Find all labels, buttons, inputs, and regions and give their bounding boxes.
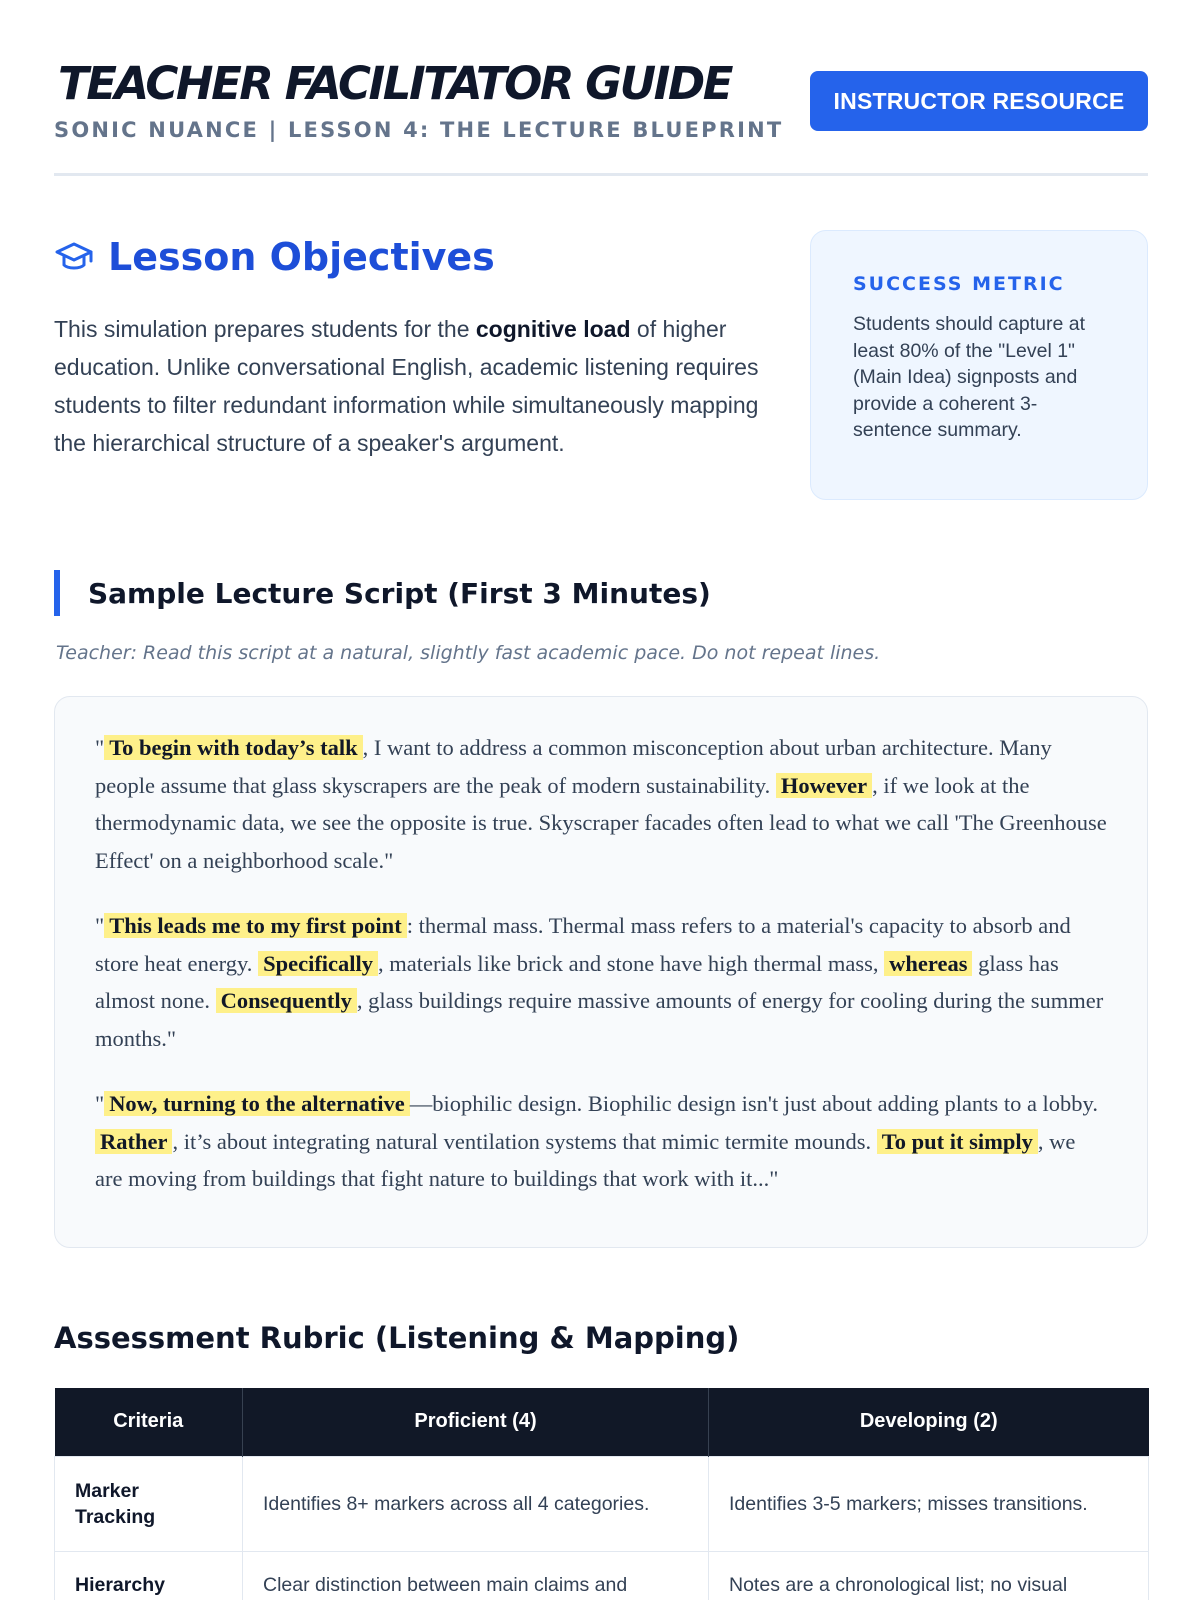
script-text: " [95, 913, 105, 938]
teacher-note: Teacher: Read this script at a natural, slightly fast academic pace. Do not repeat lines. [56, 642, 881, 664]
rubric-header-proficient: Proficient (4) [243, 1388, 709, 1456]
script-paragraph [95, 907, 1107, 1057]
signpost-highlight: However [776, 773, 872, 798]
success-metric-label: SUCCESS METRIC [853, 273, 1065, 295]
script-text: glass has almost none. [95, 950, 1059, 1013]
rubric-criteria-cell: Marker Tracking [55, 1456, 243, 1551]
signpost-highlight: Rather [95, 1129, 172, 1154]
script-paragraph [95, 1085, 1107, 1198]
script-heading [54, 570, 711, 616]
script-title: Sample Lecture Script (First 3 Minutes) [88, 576, 711, 610]
signpost-highlight: Consequently [216, 988, 357, 1013]
script-text: " [95, 1091, 105, 1116]
assessment-rubric-table [54, 1388, 1149, 1600]
signpost-highlight: Specifically [258, 951, 378, 976]
rubric-proficient-cell: Clear distinction between main claims and [243, 1551, 709, 1600]
objectives-text-end: of higher education. Unlike conversational English, academic listening requires students to filter redundant information while simultaneously mapping the hierarchical structure of a speaker's argument. [54, 316, 759, 456]
objectives-heading [54, 232, 495, 282]
script-text: , if we look at the thermodynamic data, we see the opposite is true. Skyscraper facades often lead to what we call 'The Greenhouse Effect' on a neighborhood scale." [95, 772, 1107, 873]
script-text: " [95, 735, 105, 760]
signpost-highlight: To begin with today’s talk [104, 735, 362, 760]
rubric-developing-cell: Notes are a chronological list; no visual [709, 1551, 1149, 1600]
script-text: , glass buildings require massive amounts of energy for cooling during the summer months." [95, 988, 1104, 1051]
script-text: , materials like brick and stone have high thermal mass, [378, 950, 885, 976]
script-text: , it’s about integrating natural ventilation systems that mimic termite mounds. [172, 1128, 877, 1154]
rubric-criteria-cell: Hierarchy [55, 1551, 243, 1600]
success-metric-card [810, 230, 1148, 500]
signpost-highlight: To put it simply [877, 1129, 1038, 1154]
signpost-highlight: whereas [884, 951, 972, 976]
page-subtitle: SONIC NUANCE | LESSON 4: THE LECTURE BLUEPRINT [54, 118, 784, 142]
script-text: , I want to address a common misconception about urban architecture. Many people assume that glass skyscrapers are the peak of modern sustainability. [95, 735, 1052, 798]
rubric-header-criteria: Criteria [55, 1388, 243, 1456]
signpost-highlight: This leads me to my first point [104, 913, 407, 938]
objectives-text-start: This simulation prepares students for the [54, 316, 476, 342]
instructor-resource-badge: INSTRUCTOR RESOURCE [810, 71, 1148, 131]
page-header [54, 56, 1148, 176]
page-title: TEACHER FACILITATOR GUIDE [58, 57, 731, 110]
rubric-title: Assessment Rubric (Listening & Mapping) [54, 1321, 740, 1355]
rubric-proficient-cell: Identifies 8+ markers across all 4 categories. [243, 1456, 709, 1551]
facilitator-guide-page [54, 0, 1148, 1600]
table-row [55, 1551, 1149, 1600]
script-paragraph [95, 729, 1107, 879]
script-text: —biophilic design. Biophilic design isn't just about adding plants to a lobby. [409, 1091, 1098, 1116]
objectives-paragraph [54, 310, 774, 462]
script-text: : thermal mass. Thermal mass refers to a material's capacity to absorb and store heat energy. [95, 913, 1071, 976]
script-text: , we are moving from buildings that fight nature to buildings that work with it..." [95, 1128, 1076, 1191]
graduation-cap-icon [54, 237, 94, 277]
objectives-text-bold: cognitive load [475, 316, 631, 342]
lecture-script-box [54, 696, 1148, 1248]
success-metric-text: Students should capture at least 80% of the "Level 1" (Main Idea) signposts and provide a coherent 3-sentence summary. [853, 313, 1085, 441]
rubric-header-row [55, 1388, 1149, 1456]
objectives-title: Lesson Objectives [108, 235, 495, 279]
table-row [55, 1456, 1149, 1551]
rubric-header-developing: Developing (2) [709, 1388, 1149, 1456]
signpost-highlight: Now, turning to the alternative [104, 1091, 410, 1116]
rubric-developing-cell: Identifies 3-5 markers; misses transitions. [709, 1456, 1149, 1551]
